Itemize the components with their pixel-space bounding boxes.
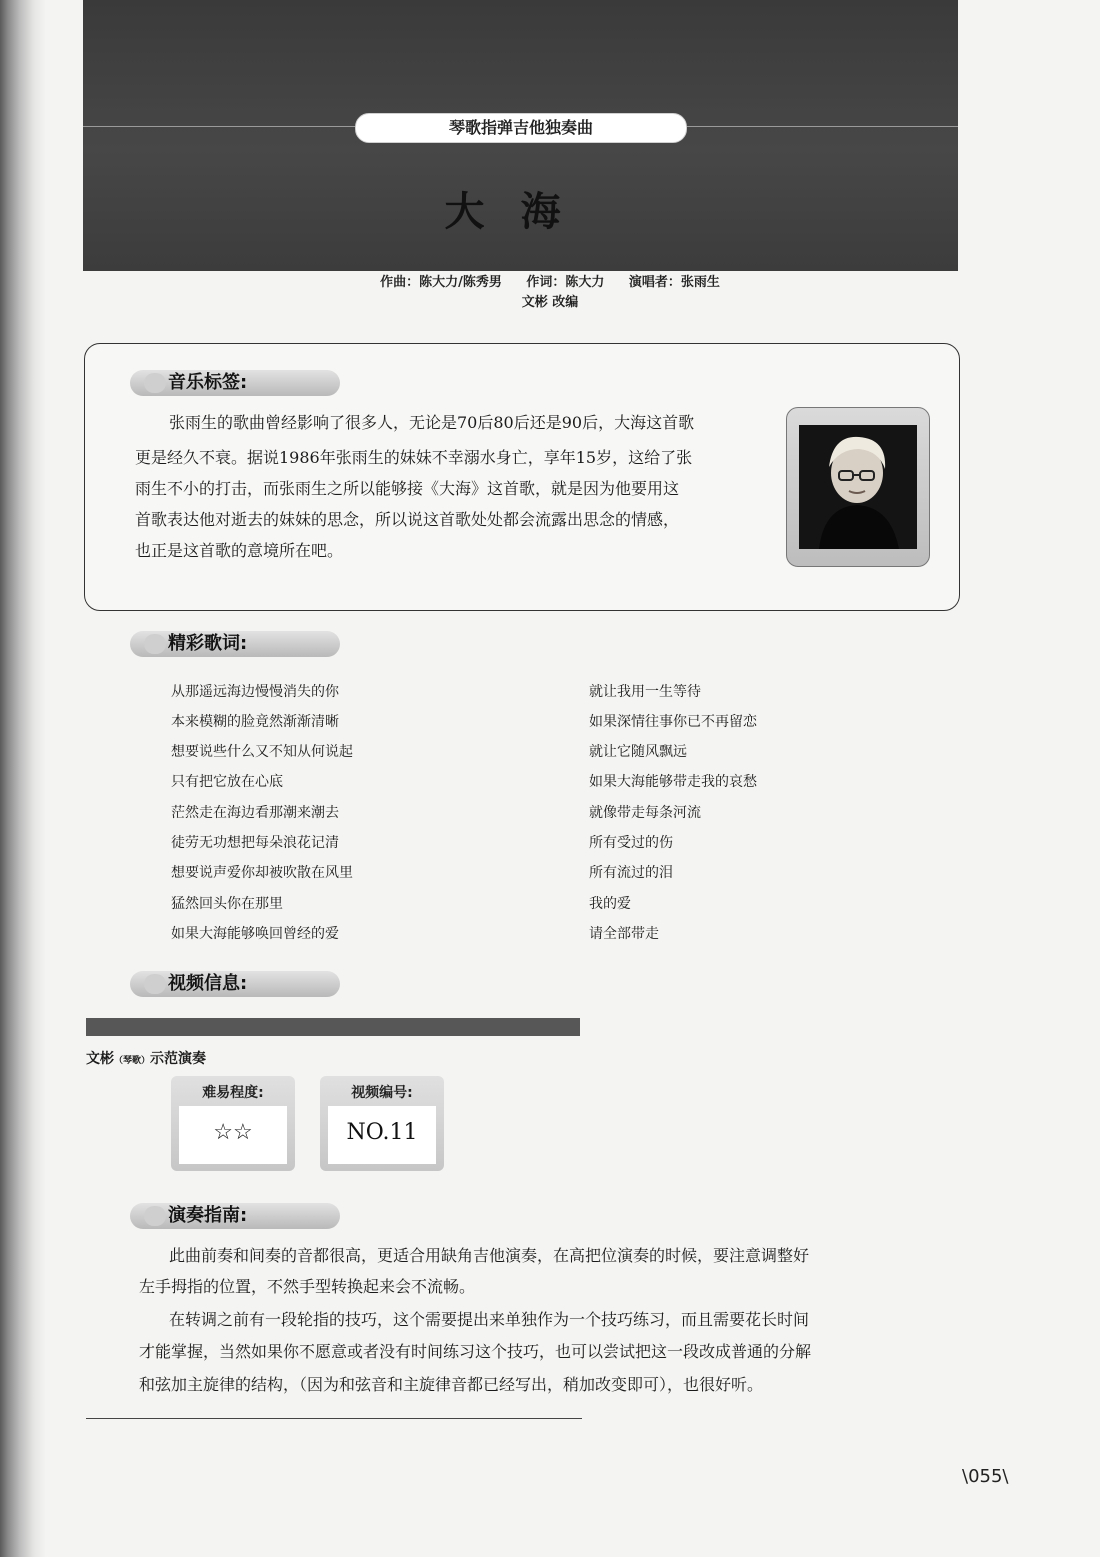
title-banner <box>83 0 958 271</box>
video-code-value: NO.11 <box>346 1120 418 1145</box>
credits <box>0 273 1100 313</box>
video-bar <box>86 1018 580 1036</box>
lyric-line: 本来模糊的脸竟然渐渐清晰 <box>171 714 339 730</box>
lyric-line: 就像带走每条河流 <box>589 805 701 821</box>
song-title: 大海 <box>444 188 597 235</box>
lyric-line: 想要说声爱你却被吹散在风里 <box>171 865 353 881</box>
lyrics-label: 精彩歌词: <box>130 631 340 657</box>
footer-rule <box>86 1418 582 1419</box>
video-code-card <box>320 1076 444 1171</box>
music-tag-label: 音乐标签: <box>130 370 340 396</box>
music-tag-line: 也正是这首歌的意境所在吧。 <box>135 541 344 560</box>
lyric-line: 就让它随风飘远 <box>589 744 687 760</box>
music-tag-line: 首歌表达他对逝去的妹妹的思念，所以说这首歌处处都会流露出思念的情感， <box>135 510 680 529</box>
page-number: \055\ <box>962 1466 1009 1487</box>
guide-line: 才能掌握，当然如果你不愿意或者没有时间练习这个技巧，也可以尝试把这一段改成普通的分解 <box>139 1342 812 1361</box>
music-tag-line: 张雨生的歌曲曾经影响了很多人，无论是70后80后还是90后，大海这首歌 <box>169 413 695 432</box>
lyric-line: 如果大海能够唤回曾经的爱 <box>171 926 339 942</box>
guide-line: 和弦加主旋律的结构，（因为和弦音和主旋律音都已经写出，稍加改变即可），也很好听。 <box>139 1375 764 1394</box>
demo-tag: （琴歌） <box>114 1056 151 1066</box>
difficulty-label: 难易程度: <box>202 1085 264 1101</box>
guide-line: 此曲前奏和间奏的音都很高，更适合用缺角吉他演奏，在高把位演奏的时候，要注意调整好 <box>169 1246 810 1265</box>
guide-label: 演奏指南: <box>130 1203 340 1229</box>
arranger-credit: 文彬 改编 <box>521 295 579 310</box>
music-tag-line: 雨生不小的打击，而张雨生之所以能够接《大海》这首歌，就是因为他要用这 <box>135 479 680 498</box>
guide-line: 在转调之前有一段轮指的技巧，这个需要提出来单独作为一个技巧练习，而且需要花长时间 <box>169 1310 810 1329</box>
lyric-line: 茫然走在海边看那潮来潮去 <box>171 805 339 821</box>
lyric-line: 徒劳无功想把每朵浪花记清 <box>171 835 339 851</box>
music-tag-line: 更是经久不衰。据说1986年张雨生的妹妹不幸溺水身亡，享年15岁，这给了张 <box>135 448 693 467</box>
guide-line: 左手拇指的位置，不然手型转换起来会不流畅。 <box>139 1277 476 1296</box>
singer-credit: 演唱者：张雨生 <box>628 275 720 290</box>
book-binding-shadow <box>0 0 46 1557</box>
demo-credit <box>86 1048 206 1068</box>
video-info-label: 视频信息: <box>130 971 340 997</box>
singer-photo-frame <box>786 407 930 567</box>
singer-photo <box>799 425 917 549</box>
demo-suffix: 示范演奏 <box>150 1051 207 1067</box>
demo-name: 文彬 <box>86 1051 114 1067</box>
category-pill: 琴歌指弹吉他独奏曲 <box>355 113 687 143</box>
lyric-line: 如果大海能够带走我的哀愁 <box>589 774 757 790</box>
lyric-line: 请全部带走 <box>589 926 659 942</box>
lyric-line: 猛然回头你在那里 <box>171 896 283 912</box>
lyric-line: 只有把它放在心底 <box>171 774 283 790</box>
lyric-line: 我的爱 <box>589 896 631 912</box>
lyric-line: 从那遥远海边慢慢消失的你 <box>171 684 339 700</box>
lyric-line: 所有流过的泪 <box>589 865 673 881</box>
composer-credit: 作曲：陈大力/陈秀男 <box>380 275 502 290</box>
video-code-label: 视频编号: <box>351 1085 413 1101</box>
difficulty-card <box>171 1076 295 1171</box>
difficulty-stars: ☆☆ <box>213 1120 253 1145</box>
lyric-line: 所有受过的伤 <box>589 835 673 851</box>
lyric-line: 如果深情往事你已不再留恋 <box>589 714 757 730</box>
lyric-line: 想要说些什么又不知从何说起 <box>171 744 353 760</box>
lyricist-credit: 作词：陈大力 <box>526 275 605 290</box>
lyric-line: 就让我用一生等待 <box>589 684 701 700</box>
